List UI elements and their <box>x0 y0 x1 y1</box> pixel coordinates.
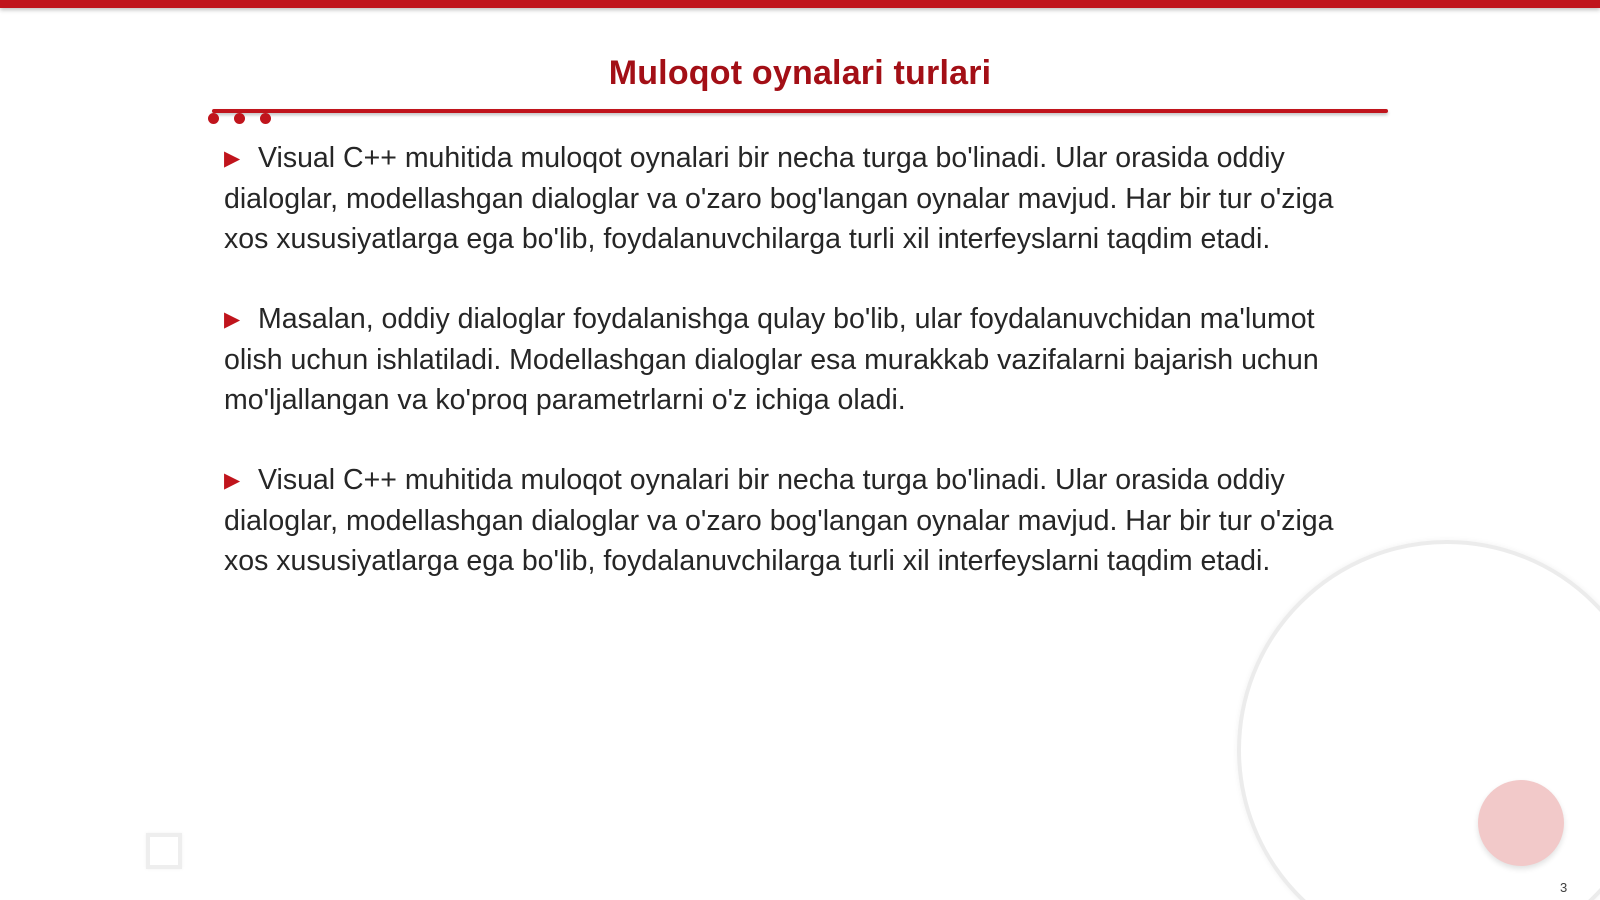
decorative-square-outline <box>146 833 182 869</box>
decorative-dot-2 <box>234 113 245 124</box>
page-number: 3 <box>1560 880 1568 895</box>
paragraph-text: Masalan, oddiy dialoglar foydalanishga qulay bo'lib, ular foydalanuvchidan ma'lumot olish uchun ishlatiladi. Modellashgan dialoglar esa murakkab vazifalarni bajarish uchun mo'ljallangan va ko'proq parametrlarni o'z ichiga oladi. <box>224 303 1319 416</box>
slide-title: Muloqot oynalari turlari <box>608 54 992 92</box>
decorative-dot-3 <box>260 113 271 124</box>
decorative-pink-circle <box>1478 780 1564 866</box>
paragraph-text: Visual C++ muhitida muloqot oynalari bir necha turga bo'linadi. Ular orasida oddiy dialoglar, modellashgan dialoglar va o'zaro bog'langan oynalar mavjud. Har bir tur o'ziga xos xususiyatlarga ega bo'lib, foydalanuvchilarga turli xil interfeyslarni taqdim etadi. <box>224 464 1334 577</box>
paragraph-text: Visual C++ muhitida muloqot oynalari bir necha turga bo'linadi. Ular orasida oddiy dialoglar, modellashgan dialoglar va o'zaro bog'langan oynalar mavjud. Har bir tur o'ziga xos xususiyatlarga ega bo'lib, foydalanuvchilarga turli xil interfeyslarni taqdim etadi. <box>224 142 1334 255</box>
bullet-paragraph-3 <box>224 460 1374 581</box>
triangle-bullet-icon: ▶ <box>224 147 241 170</box>
title-underline <box>212 109 1388 113</box>
slide-body <box>224 138 1374 621</box>
bullet-paragraph-2 <box>224 299 1374 420</box>
top-accent-bar <box>0 0 1600 8</box>
bullet-paragraph-1 <box>224 138 1374 259</box>
triangle-bullet-icon: ▶ <box>224 308 241 331</box>
decorative-dot-1 <box>208 113 219 124</box>
triangle-bullet-icon: ▶ <box>224 469 241 492</box>
